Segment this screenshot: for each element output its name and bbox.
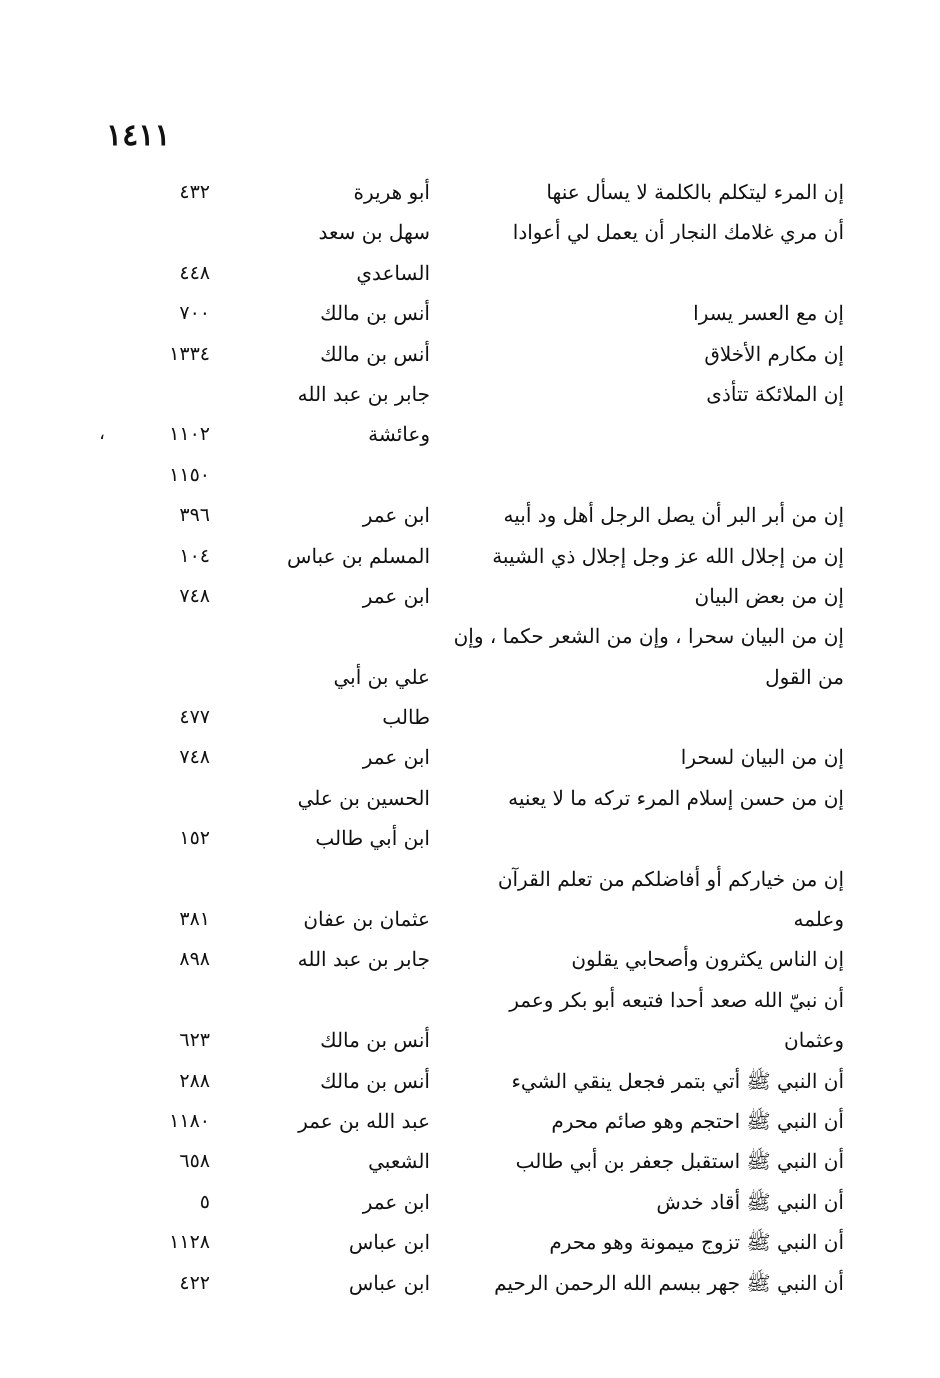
hadith-number <box>120 212 210 252</box>
hadith-number <box>120 980 210 1020</box>
hadith-text <box>484 697 844 737</box>
index-row <box>0 616 940 656</box>
index-row <box>0 737 940 777</box>
hadith-number: ١٥٢ <box>179 827 210 850</box>
hadith-number: ٤٤٨ <box>179 261 210 284</box>
hadith-number: ١٣٣٤ <box>169 342 210 365</box>
narrator-name: طالب <box>382 705 430 730</box>
hadith-text: إن الملائكة تتأذى <box>706 381 844 406</box>
narrator-name <box>280 980 430 1020</box>
hadith-number <box>120 859 210 899</box>
narrator-name: عثمان بن عفان <box>303 907 430 932</box>
narrator-name: الشعبي <box>368 1149 430 1174</box>
narrator-name: وعائشة <box>368 422 430 447</box>
index-row <box>0 1182 940 1222</box>
page-number: ١٤١١ <box>106 118 171 153</box>
narrator-name: أبو هريرة <box>353 180 430 204</box>
hadith-text <box>484 414 844 454</box>
hadith-text: أن نبيّ الله صعد أحدا فتبعه أبو بكر وعمر <box>509 987 844 1012</box>
index-row <box>0 859 940 899</box>
hadith-text: إن من بعض البيان <box>694 583 844 608</box>
hadith-number: ٢٨٨ <box>179 1069 210 1092</box>
narrator-name: ابن عمر <box>362 1189 430 1214</box>
index-row <box>0 657 940 697</box>
hadith-text: إن الناس يكثرون وأصحابي يقلون <box>571 947 844 972</box>
narrator-name: ابن عمر <box>362 503 430 528</box>
hadith-text: إن من البيان لسحرا <box>680 745 844 770</box>
hadith-text: أن النبي ﷺ أقاد خدش <box>656 1189 844 1214</box>
hadith-text: أن النبي ﷺ جهر ببسم الله الرحمن الرحيم <box>494 1270 844 1295</box>
hadith-number: ٥ <box>199 1190 210 1213</box>
narrator-name: أنس بن مالك <box>320 301 430 326</box>
hadith-text: إن من إجلال الله عز وجل إجلال ذي الشيبة <box>492 543 844 568</box>
index-row <box>0 1141 940 1181</box>
hadith-number: ٧٤٨ <box>179 746 210 769</box>
hadith-text: إن من خياركم أو أفاضلكم من تعلم القرآن <box>497 866 844 891</box>
narrator-name <box>280 616 430 656</box>
narrator-name: ابن عباس <box>348 1230 430 1255</box>
hadith-number: ٤٧٧ <box>179 706 210 729</box>
narrator-name: جابر بن عبد الله <box>297 947 430 972</box>
hadith-index-table <box>0 172 940 1303</box>
index-row <box>0 818 940 858</box>
hadith-number: ٦٢٣ <box>179 1029 210 1052</box>
index-row <box>0 414 940 454</box>
hadith-text: وعثمان <box>784 1028 844 1053</box>
narrator-name: عبد الله بن عمر <box>298 1108 430 1133</box>
index-row <box>0 1263 940 1303</box>
hadith-number <box>120 374 210 414</box>
hadith-number: ١١٨٠ <box>169 1109 210 1132</box>
hadith-text: إن من أبر البر أن يصل الرجل أهل ود أبيه <box>503 503 844 528</box>
index-row <box>0 778 940 818</box>
hadith-text <box>484 818 844 858</box>
index-row <box>0 980 940 1020</box>
margin-mark: ، <box>99 423 105 445</box>
hadith-text: إن من حسن إسلام المرء تركه ما لا يعنيه <box>508 785 844 810</box>
index-row <box>0 1020 940 1060</box>
narrator-name: ابن عمر <box>362 583 430 608</box>
index-row <box>0 697 940 737</box>
narrator-name: الحسين بن علي <box>297 785 430 810</box>
index-row <box>0 334 940 374</box>
hadith-number: ٧٠٠ <box>179 302 210 325</box>
hadith-number: ١١٠٢ <box>169 423 210 446</box>
hadith-text: أن النبي ﷺ احتجم وهو صائم محرم <box>551 1108 844 1133</box>
narrator-name: سهل بن سعد <box>318 220 430 245</box>
hadith-text: أن النبي ﷺ استقبل جعفر بن أبي طالب <box>515 1149 844 1174</box>
hadith-text: أن النبي ﷺ تزوج ميمونة وهو محرم <box>549 1230 844 1255</box>
hadith-text: من القول <box>765 664 844 689</box>
narrator-name <box>280 455 430 495</box>
hadith-text: أن النبي ﷺ أتي بتمر فجعل ينقي الشيء <box>511 1068 844 1093</box>
index-row <box>0 374 940 414</box>
index-row <box>0 1061 940 1101</box>
narrator-name: أنس بن مالك <box>320 341 430 366</box>
narrator-name: الساعدي <box>356 260 430 285</box>
hadith-number: ٤٣٢ <box>179 181 210 203</box>
hadith-number: ١١٢٨ <box>169 1231 210 1254</box>
narrator-name: ابن عمر <box>362 745 430 770</box>
hadith-text: إن مكارم الأخلاق <box>704 341 844 366</box>
narrator-name: أنس بن مالك <box>320 1028 430 1053</box>
index-row <box>0 212 940 252</box>
hadith-number <box>120 657 210 697</box>
hadith-text: إن مع العسر يسرا <box>693 301 844 326</box>
index-row <box>0 576 940 616</box>
hadith-number: ٤٢٢ <box>179 1271 210 1294</box>
index-row <box>0 172 940 212</box>
hadith-text: أن مري غلامك النجار أن يعمل لي أعوادا <box>512 220 844 245</box>
hadith-number: ٧٤٨ <box>179 584 210 607</box>
hadith-number: ١٠٤ <box>179 544 210 567</box>
narrator-name: ابن أبي طالب <box>315 826 430 851</box>
narrator-name: المسلم بن عباس <box>287 543 430 568</box>
hadith-text <box>484 253 844 293</box>
index-row <box>0 536 940 576</box>
narrator-name: جابر بن عبد الله <box>297 381 430 406</box>
hadith-number <box>120 616 210 656</box>
narrator-name: ابن عباس <box>348 1270 430 1295</box>
index-row <box>0 899 940 939</box>
index-row <box>0 1101 940 1141</box>
hadith-text: إن من البيان سحرا ، وإن من الشعر حكما ، وإن <box>453 624 844 649</box>
narrator-name <box>280 859 430 899</box>
hadith-number: ٣٨١ <box>179 908 210 931</box>
hadith-number: ٨٩٨ <box>179 948 210 971</box>
hadith-number <box>120 778 210 818</box>
hadith-text: وعلمه <box>793 907 844 932</box>
hadith-number: ٣٩٦ <box>179 504 210 527</box>
hadith-text: إن المرء ليتكلم بالكلمة لا يسأل عنها <box>546 180 844 204</box>
index-row <box>0 293 940 333</box>
index-row <box>0 455 940 495</box>
hadith-text <box>484 455 844 495</box>
narrator-name: أنس بن مالك <box>320 1068 430 1093</box>
hadith-number: ٦٥٨ <box>179 1150 210 1173</box>
narrator-name: علي بن أبي <box>333 664 430 689</box>
hadith-number: ١١٥٠ <box>169 463 210 486</box>
index-row <box>0 939 940 979</box>
index-row <box>0 1222 940 1262</box>
index-row <box>0 495 940 535</box>
index-row <box>0 253 940 293</box>
